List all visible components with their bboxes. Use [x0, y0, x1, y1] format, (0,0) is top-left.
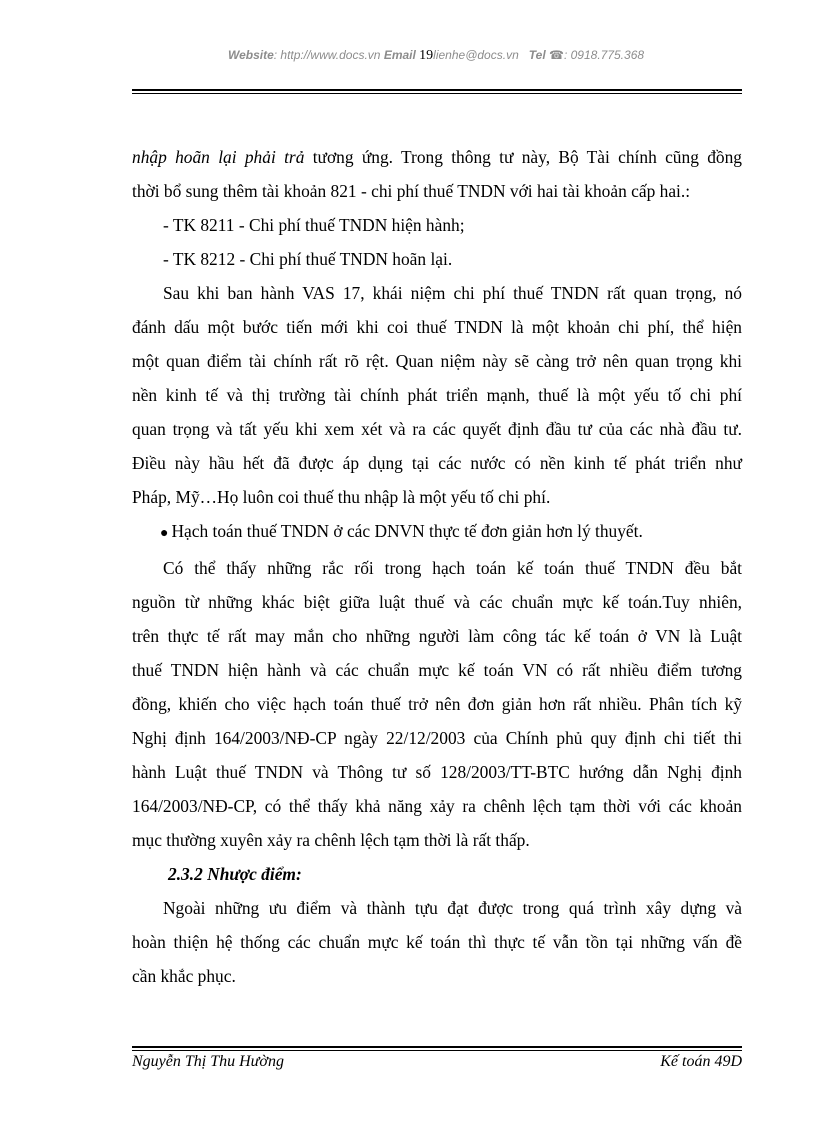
bullet-item: ● Hạch toán thuế TNDN ở các DNVN thực tế đơn giản hơn lý thuyết.: [160, 521, 643, 541]
email-address: lienhe@docs.vn: [433, 48, 519, 62]
paragraph-4-line: hoàn thiện hệ thống các chuẩn mực kế toán thì thực tế vẫn tồn tại những vấn đề: [132, 932, 742, 952]
paragraph-3-line: nguồn từ những khác biệt giữa luật thuế và các chuẩn mực kế toán.Tuy nhiên,: [132, 592, 742, 612]
paragraph-3-line: hành Luật thuế TNDN và Thông tư số 128/2003/TT-BTC hướng dẫn Nghị định: [132, 762, 742, 782]
section-heading: 2.3.2 Nhược điểm:: [168, 864, 302, 884]
paragraph-3-line: đồng, khiến cho việc hạch toán thuế trở nên đơn giản hơn rất nhiều. Phân tích kỹ: [132, 694, 742, 714]
header-rule-thin: [132, 93, 742, 94]
paragraph-3-line: Nghị định 164/2003/NĐ-CP ngày 22/12/2003 của Chính phủ quy định chi tiết thi: [132, 728, 742, 748]
paragraph-3-line: 164/2003/NĐ-CP, có thể thấy khả năng xảy ra chênh lệch tạm thời với các khoản: [132, 796, 742, 816]
paragraph-2-line: Sau khi ban hành VAS 17, khái niệm chi phí thuế TNDN rất quan trọng, nó: [163, 283, 742, 303]
paragraph-4-line: cần khắc phục.: [132, 966, 236, 986]
paragraph-3-line: mục thường xuyên xảy ra chênh lệch tạm thời là rất thấp.: [132, 830, 530, 850]
paragraph-3-line: Có thể thấy những rắc rối trong hạch toán kế toán thuế TNDN đều bắt: [163, 558, 742, 578]
page-header: [132, 48, 740, 64]
footer-author: Nguyễn Thị Thu Hường: [132, 1053, 284, 1070]
dash-item-8211: - TK 8211 - Chi phí thuế TNDN hiện hành;: [163, 215, 465, 235]
paragraph-3-line: trên thực tế rất may mắn cho những người làm công tác kế toán ở VN là Luật: [132, 626, 742, 646]
bullet-icon: ●: [160, 526, 169, 541]
header-rule-thick: [132, 89, 742, 91]
tel-number: ☎: 0918.775.368: [549, 48, 645, 62]
dash-item-8212: - TK 8212 - Chi phí thuế TNDN hoãn lại.: [163, 249, 453, 269]
paragraph-2-line: Pháp, Mỹ…Họ luôn coi thuế thu nhập là một yếu tố chi phí.: [132, 487, 551, 507]
paragraph-2-line: đánh dấu một bước tiến mới khi coi thuế TNDN là một khoản chi phí, thể hiện: [132, 317, 742, 337]
paragraph-2-line: quan trọng và tất yếu khi xem xét và ra các quyết định đầu tư của các nhà đầu tư.: [132, 419, 742, 439]
footer-rule-thick: [132, 1046, 742, 1048]
email-label: Email: [383, 48, 416, 62]
italic-term: nhập hoãn lại phải trả: [132, 147, 305, 167]
paragraph-1-line-1: nhập hoãn lại phải trả tương ứng. Trong thông tư này, Bộ Tài chính cũng đồng: [132, 147, 742, 167]
paragraph-2-line: Điều này hầu hết đã được áp dụng tại các nước có nền kinh tế phát triển như: [132, 453, 742, 473]
tel-label: Tel: [528, 48, 546, 62]
paragraph-3-line: thuế TNDN hiện hành và các chuẩn mực kế toán VN có rất nhiều điểm tương: [132, 660, 742, 680]
paragraph-4-line: Ngoài những ưu điểm và thành tựu đạt được trong quá trình xây dựng và: [163, 898, 742, 918]
footer-class: Kế toán 49D: [660, 1053, 742, 1070]
website-label: Website: [227, 48, 274, 62]
website-url: : http://www.docs.vn: [273, 48, 381, 62]
footer-rule-thin: [132, 1050, 742, 1051]
paragraph-2-line: nền kinh tế và thị trường tài chính phát triển mạnh, thuế là một yếu tố chi phí: [132, 385, 742, 405]
page-body: [132, 140, 742, 993]
paragraph-2-line: một quan điểm tài chính rất rõ rệt. Quan niệm này sẽ càng trở nên quan trọng khi: [132, 351, 742, 371]
page-number: 19: [419, 48, 434, 63]
paragraph-1-line-2: thời bổ sung thêm tài khoản 821 - chi phí thuế TNDN với hai tài khoản cấp hai.:: [132, 181, 691, 201]
